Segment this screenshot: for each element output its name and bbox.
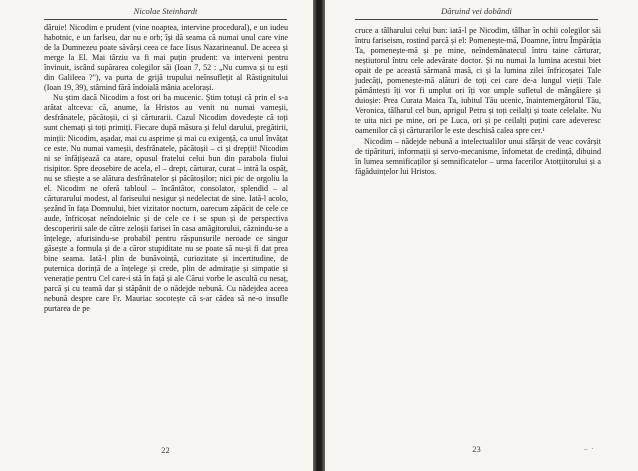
left-paragraph: Nu știm dacă Nicodim a fost ori ba mucenic. Știm totuși că prin el s-a arătat altceva: că, anume, la Hristos au venit nu numai vameșii, desfrânatele, păcătoșii, ci și cărturarii. Cazul Nicodim dovedește că toți sunt chemați și toți primiți. Fiecare după măsura și felul darului, pregătirii, minții: Nicodim, așadar, mai cu asprime și mai cu exigență, ca unul învățat ce este. Nu numai vameșii, desfrânatele, păcătoșii – ci și drepții! Nicodim ni se înfățișează ca atare, opusul fratelui celui bun din parabola fiului risipitor. Spre deosebire de acela, el – drept, cărturar, curat – intră la ospăț, nu se sfiește a se alătura desfrânatelor și păcătoșilor; nici pic de orgoliu la el. Nicodim ne oferă tabloul – încântător, consolator, splendid – al cărturarului modest, al fariseului nesigur și nedelectat de sine. Iată-l acolo, șezând în fața Domnului, biet vizitator nocturn, oarecum zăpăcit de cele ce aude, înfricoșat neîndoielnic și de cele ce i se spun și de perspectiva descoperirii sale de către zeloșii farisei în casa amăgitorului, căznindu-se a înțelege, afurisindu-se probabil pentru răspunsurile neroade ce singur găsește a formula și de a căror stupiditate nu se poate să nu-și fi dat prea bine seama. Iată-l plin de bunăvoință, curiozitate și incertitudine, de puternica dorință de a înțelege și crede, plin de admirație și simpatie și venerație pentru Cel care-i stă în față și ale Cărui vorbe le ascultă cu nesaț, parcă și cu teamă dar și stăpânit de o nădejde nebună. Cu nădejdea aceea nebună despre care Fr. Mauriac socotește că s-ar cădea să ne-o insufle purtarea de pe: [44, 93, 288, 314]
right-page: [325, 0, 638, 471]
left-page: [0, 0, 313, 471]
right-page-number: 23: [472, 444, 481, 454]
right-header-rule: [355, 19, 598, 20]
left-header-rule: [44, 19, 287, 20]
right-running-head: Dăruind vei dobândi: [441, 6, 512, 16]
margin-mark: – ·: [584, 445, 595, 453]
right-body-text: [355, 26, 601, 177]
left-body-text: [44, 23, 288, 314]
book-gutter: [313, 0, 325, 471]
left-page-number: 22: [161, 445, 170, 455]
left-paragraph: dăruie! Nicodim e prudent (vine noaptea, intervine procedural), e un iudeu habotnic, e un farlseu, dar nu e orb; își dă seama că numai unul care vine de la Dumnezeu poate săvârși ceea ce face Iisus Nazarineanul. De aceea și merge la El. Mai târziu va fi mai puțin prudent: va interveni pentru învinuit, iscând supărarea colegilor săi (Ioan 7, 52 : „Nu cumva și tu ești din Galileea ?"), va purta de grijă trupului neînsuflețit al Răstignitului (Ioan 19, 39), stârnind fără îndoială mânia acelorași.: [44, 23, 288, 93]
right-paragraph: Nicodim – nădejde nebună a intelectualilor unui sfârșit de veac covârșit de tipărituri, informații și servo-mecanisme, înfometat de credință, dibuind în lumea semnificaților și semnificatelor – urma facerilor Atotțiitorului și a făgăduințelor lui Hristos.: [355, 136, 601, 176]
right-paragraph: cruce a tâlharului celui bun: iată-l pe Nicodim, tâlhar în ochii colegilor săi întru fariseism, rostind parcă și el: Pomenește-mă, Doamne, întru Împărăția Ta, pomenește-mă și pe mine, neîndemânatecul întru taine cărturar, neștiutorul întru cele adevărate doctor. Și nu numai la lumina acestui biet opait de pe această sărmană masă, ci și la lumina zilei înfricoșatei Tale judecăți, pomenește-mă alături de toți cei care de-a lungul vieții Tale pământești îți vor fi umplut ori îți vor umple sufletul de mângâiere și duioșie: Prea Curata Maica Ta, iubitul Tău ucenic, înaintemergătorul Tău, Veronica, tâlharul cel bun, aprigul Petru și toți ceilalți și toate celelalte. Nu te uita nici pe mine, ori pe Luca, ori și pe ceilalți puțini care adeveresc oamenilor că și cărturarilor le este deschisă calea spre cer.¹: [355, 26, 601, 136]
left-running-head: Nicolae Steinhardt: [133, 6, 198, 16]
